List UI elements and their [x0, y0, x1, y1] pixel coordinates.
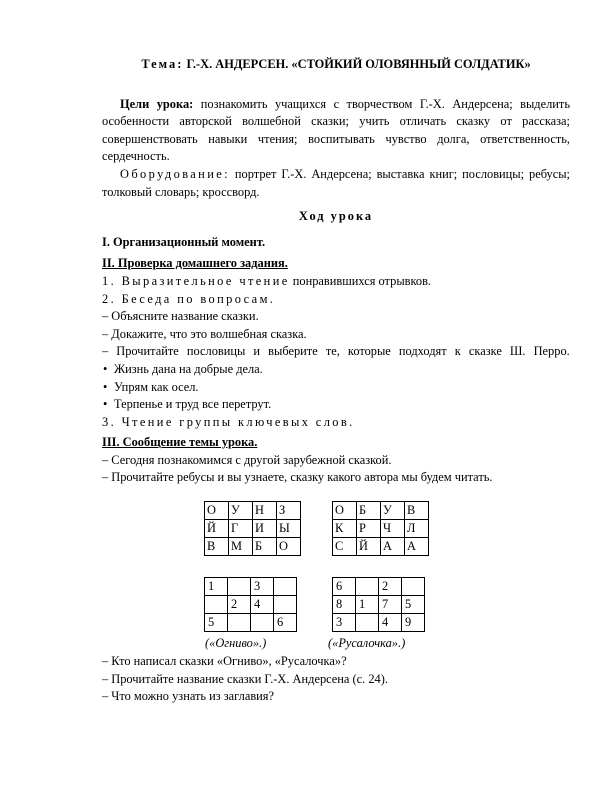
proverb-item: • Терпенье и труд все перетрут.: [102, 396, 570, 414]
rebus-cell: 9: [402, 614, 425, 632]
rebus-cell: Б: [357, 502, 381, 520]
section-topic: III. Сообщение темы урока.: [102, 435, 258, 450]
rebus-cell: 3: [333, 614, 356, 632]
rebus-cell: 4: [379, 614, 402, 632]
rebus-cell: Р: [357, 520, 381, 538]
rebus-cell: Й: [205, 520, 229, 538]
rebus-caption-left: («Огниво».): [205, 636, 267, 651]
rebus-cell: У: [381, 502, 405, 520]
rebus-cell: 1: [205, 578, 228, 596]
rebus-cell: [274, 578, 297, 596]
rebus-cell: З: [277, 502, 301, 520]
rebus-cell: С: [333, 538, 357, 556]
rebus-cell: 2: [228, 596, 251, 614]
rebus-cell: [402, 578, 425, 596]
topic-line-2: – Прочитайте ребусы и вы узнаете, сказку какого автора мы будем читать.: [102, 470, 493, 485]
rebus-cell: О: [333, 502, 357, 520]
rebus-cell: А: [381, 538, 405, 556]
rebus-cell: У: [229, 502, 253, 520]
rebus-cell: Й: [357, 538, 381, 556]
end-question-3: – Что можно узнать из заглавия?: [102, 689, 274, 704]
topic-line-1: – Сегодня познакомимся с другой зарубежной сказкой.: [102, 452, 392, 467]
rebus-cell: [251, 614, 274, 632]
rebus-cell: О: [277, 538, 301, 556]
item1-label: 1. Выразительное чтение: [102, 273, 290, 288]
lesson-progress-heading: Ход урока: [298, 209, 374, 224]
document-page: [102, 56, 570, 706]
item-expressive-reading: [102, 273, 570, 291]
rebus-cell: Б: [253, 538, 277, 556]
proverb-item: • Жизнь дана на добрые дела.: [102, 361, 570, 379]
rebus-left-letters: [204, 501, 301, 556]
rebus-cell: К: [333, 520, 357, 538]
rebus-cell: [228, 578, 251, 596]
rebus-right-letters: [332, 501, 429, 556]
section-organizational: I. Организационный момент.: [102, 234, 266, 249]
rebus-cell: [205, 596, 228, 614]
title-prefix: Тема:: [141, 57, 184, 71]
rebus-cell: [356, 578, 379, 596]
rebus-cell: [274, 596, 297, 614]
equipment-paragraph: [102, 166, 570, 201]
rebus-cell: 5: [205, 614, 228, 632]
rebus-cell: 3: [251, 578, 274, 596]
title-text: Г.-Х. АНДЕРСЕН. «СТОЙКИЙ ОЛОВЯННЫЙ СОЛДАТИК»: [186, 57, 531, 71]
rebus-area: [102, 501, 570, 651]
proverb-item: • Упрям как осел.: [102, 379, 570, 397]
rebus-cell: Ч: [381, 520, 405, 538]
rebus-cell: 2: [379, 578, 402, 596]
rebus-cell: В: [205, 538, 229, 556]
rebus-cell: В: [405, 502, 429, 520]
rebus-cell: 7: [379, 596, 402, 614]
rebus-cell: 1: [356, 596, 379, 614]
rebus-cell: 6: [333, 578, 356, 596]
rebus-right-numbers: [332, 577, 425, 632]
question-proverbs: – Прочитайте пословицы и выберите те, которые подходят к сказке Ш. Перро.: [102, 344, 570, 359]
rebus-cell: 5: [402, 596, 425, 614]
rebus-cell: Н: [253, 502, 277, 520]
rebus-cell: 8: [333, 596, 356, 614]
rebus-cell: [356, 614, 379, 632]
goals-label: Цели урока:: [120, 96, 194, 111]
lesson-title: [102, 56, 570, 74]
section-homework-check: II. Проверка домашнего задания.: [102, 256, 288, 271]
rebus-cell: 6: [274, 614, 297, 632]
rebus-cell: М: [229, 538, 253, 556]
rebus-cell: 4: [251, 596, 274, 614]
goals-paragraph: [102, 96, 570, 166]
rebus-cell: Ы: [277, 520, 301, 538]
rebus-cell: Л: [405, 520, 429, 538]
item-conversation: 2. Беседа по вопросам.: [102, 291, 276, 306]
rebus-left-numbers: [204, 577, 297, 632]
rebus-cell: О: [205, 502, 229, 520]
item1-text: понравившихся отрывков.: [289, 273, 432, 288]
rebus-cell: Г: [229, 520, 253, 538]
rebus-cell: [228, 614, 251, 632]
end-question-1: – Кто написал сказки «Огниво», «Русалочка»?: [102, 654, 347, 669]
end-question-2: – Прочитайте название сказки Г.-Х. Андерсена (с. 24).: [102, 671, 388, 686]
question-magic: – Докажите, что это волшебная сказка.: [102, 326, 307, 341]
equipment-label: Оборудование:: [120, 166, 230, 181]
rebus-cell: А: [405, 538, 429, 556]
goals-text: познакомить учащихся с творчеством Г.-Х. Андерсена; выделить особенности авторской волшебной сказки; учить отличать сказку от рассказа; совершенствовать навыки чтения; воспитывать чувство долга, ответственность, сердечность.: [102, 96, 570, 164]
rebus-caption-right: («Русалочка».): [328, 636, 406, 651]
item-keywords: 3. Чтение группы ключевых слов.: [102, 414, 355, 429]
rebus-cell: И: [253, 520, 277, 538]
question-title: – Объясните название сказки.: [102, 309, 259, 324]
equipment-text: портрет Г.-Х. Андерсена; выставка книг; пословицы; ребусы; толковый словарь; кроссворд.: [102, 166, 570, 199]
